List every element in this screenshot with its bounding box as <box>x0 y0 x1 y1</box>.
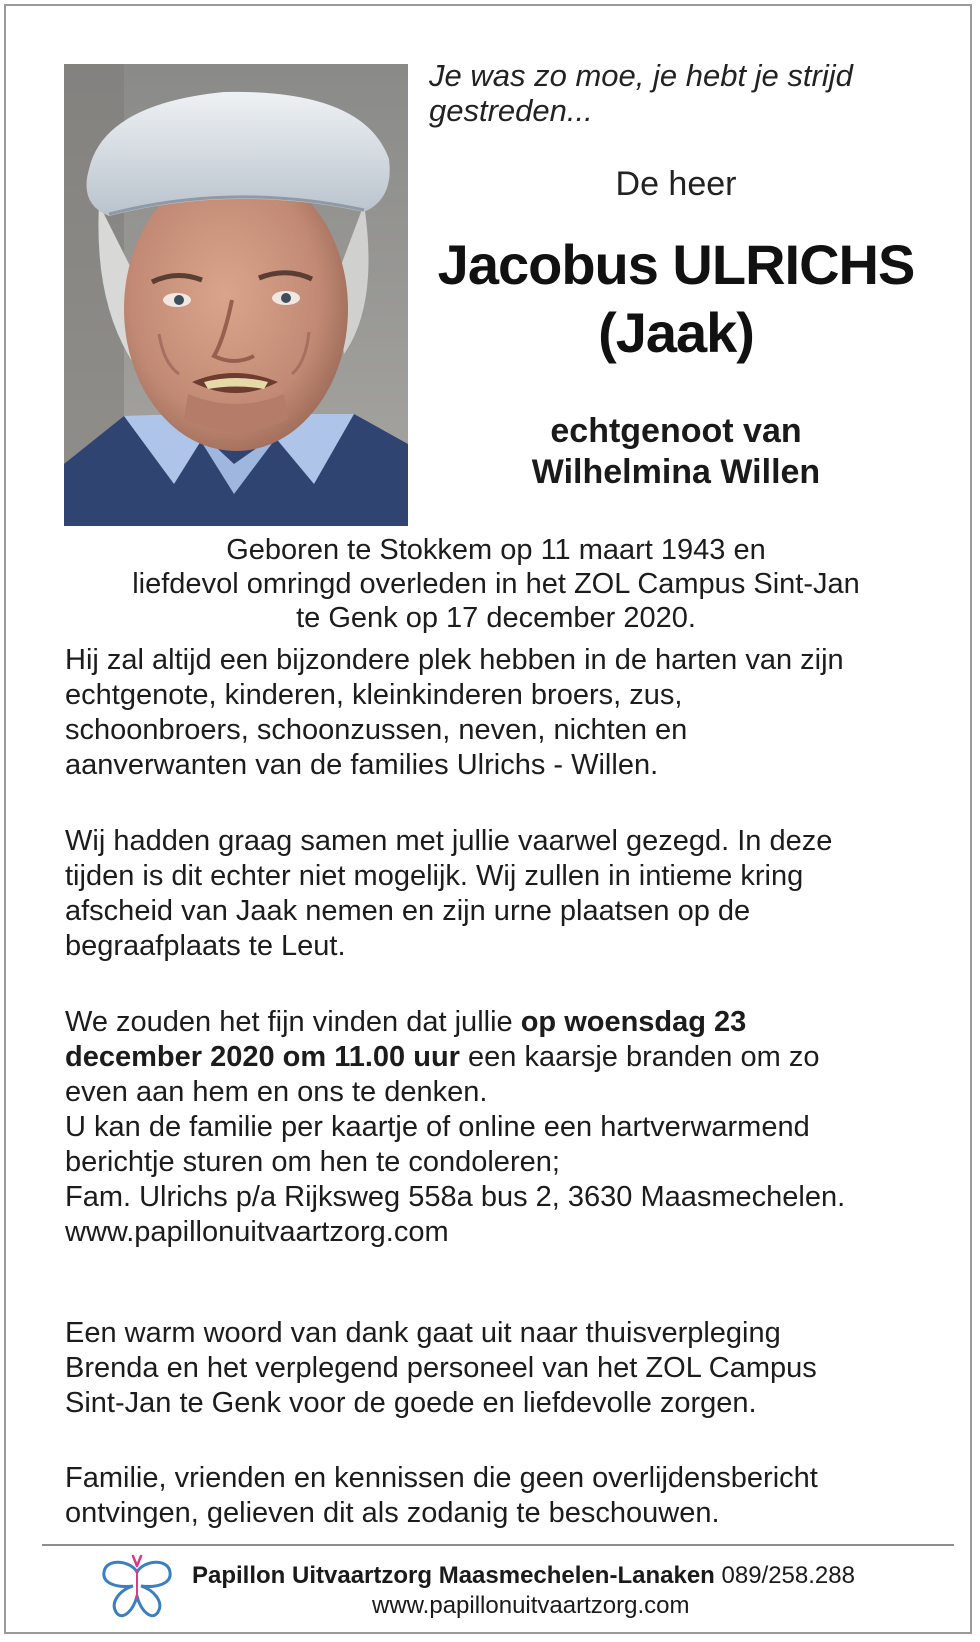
paragraph-line: aanverwanten van de families Ulrichs - Willen. <box>65 749 659 781</box>
paragraph-line <box>65 1040 945 1075</box>
website-link[interactable]: www.papillonuitvaartzorg.com <box>65 1216 449 1248</box>
birth-line: liefdevol omringd overleden in het ZOL Campus Sint-Jan <box>132 568 860 600</box>
deceased-name <box>426 231 926 367</box>
butterfly-logo-icon <box>100 1552 174 1624</box>
family-paragraph <box>65 643 945 783</box>
paragraph-line: Wij hadden graag samen met jullie vaarwel gezegd. In deze <box>65 825 833 857</box>
portrait-illustration <box>64 64 408 526</box>
company-website[interactable]: www.papillonuitvaartzorg.com <box>372 1592 690 1619</box>
candle-date-bold: op woensdag 23 <box>520 1006 747 1038</box>
birth-line: te Genk op 17 december 2020. <box>296 602 696 634</box>
paragraph-line: begraafplaats te Leut. <box>65 930 346 962</box>
spouse-line-1: echtgenoot van <box>550 412 802 450</box>
name-line-2: (Jaak) <box>598 301 754 364</box>
opening-quote: Je was zo moe, je hebt je strijd gestreden... <box>429 58 853 128</box>
farewell-paragraph <box>65 824 945 964</box>
paragraph-line: ontvingen, gelieven dit als zodanig te beschouwen. <box>65 1497 720 1529</box>
birth-death-info <box>66 533 926 635</box>
obituary-card <box>4 4 972 1634</box>
paragraph-line: tijden is dit echter niet mogelijk. Wij zullen in intieme kring <box>65 860 804 892</box>
name-line-1: Jacobus ULRICHS <box>437 233 915 296</box>
candle-text-plain: We zouden het fijn vinden dat jullie <box>65 1006 521 1038</box>
candle-time-bold: december 2020 om 11.00 uur <box>65 1041 460 1073</box>
honorific-title: De heer <box>615 165 737 203</box>
birth-line: Geboren te Stokkem op 11 maart 1943 en <box>226 534 766 566</box>
paragraph-line: berichtje sturen om hen te condoleren; <box>65 1146 560 1178</box>
paragraph-line: Sint-Jan te Genk voor de goede en liefdevolle zorgen. <box>65 1387 757 1419</box>
candle-text-plain: een kaarsje branden om zo <box>459 1041 820 1073</box>
footer-divider <box>42 1544 954 1546</box>
spouse-info <box>426 411 926 493</box>
portrait-photo <box>64 64 408 526</box>
thanks-paragraph <box>65 1316 945 1421</box>
paragraph-line: schoonbroers, schoonzussen, neven, nichten en <box>65 714 688 746</box>
spouse-line-2: Wilhelmina Willen <box>531 453 821 491</box>
paragraph-line: echtgenote, kinderen, kleinkinderen broers, zus, <box>65 679 683 711</box>
company-phone[interactable]: 089/258.288 <box>721 1562 855 1589</box>
paragraph-line: Een warm woord van dank gaat uit naar thuisverpleging <box>65 1317 781 1349</box>
paragraph-line: U kan de familie per kaartje of online een hartverwarmend <box>65 1111 810 1143</box>
paragraph-line: Familie, vrienden en kennissen die geen overlijdensbericht <box>65 1462 818 1494</box>
candle-paragraph <box>65 1005 945 1250</box>
company-name: Papillon Uitvaartzorg Maasmechelen-Lanaken <box>192 1562 715 1589</box>
paragraph-line: Brenda en het verplegend personeel van het ZOL Campus <box>65 1352 817 1384</box>
family-address: Fam. Ulrichs p/a Rijksweg 558a bus 2, 3630 Maasmechelen. <box>65 1181 846 1213</box>
notice-paragraph <box>65 1461 945 1531</box>
paragraph-line <box>65 1005 945 1040</box>
paragraph-line: afscheid van Jaak nemen en zijn urne plaatsen op de <box>65 895 751 927</box>
paragraph-line: even aan hem en ons te denken. <box>65 1076 488 1108</box>
funeral-home-info <box>192 1561 952 1591</box>
paragraph-line: Hij zal altijd een bijzondere plek hebben in de harten van zijn <box>65 644 844 676</box>
